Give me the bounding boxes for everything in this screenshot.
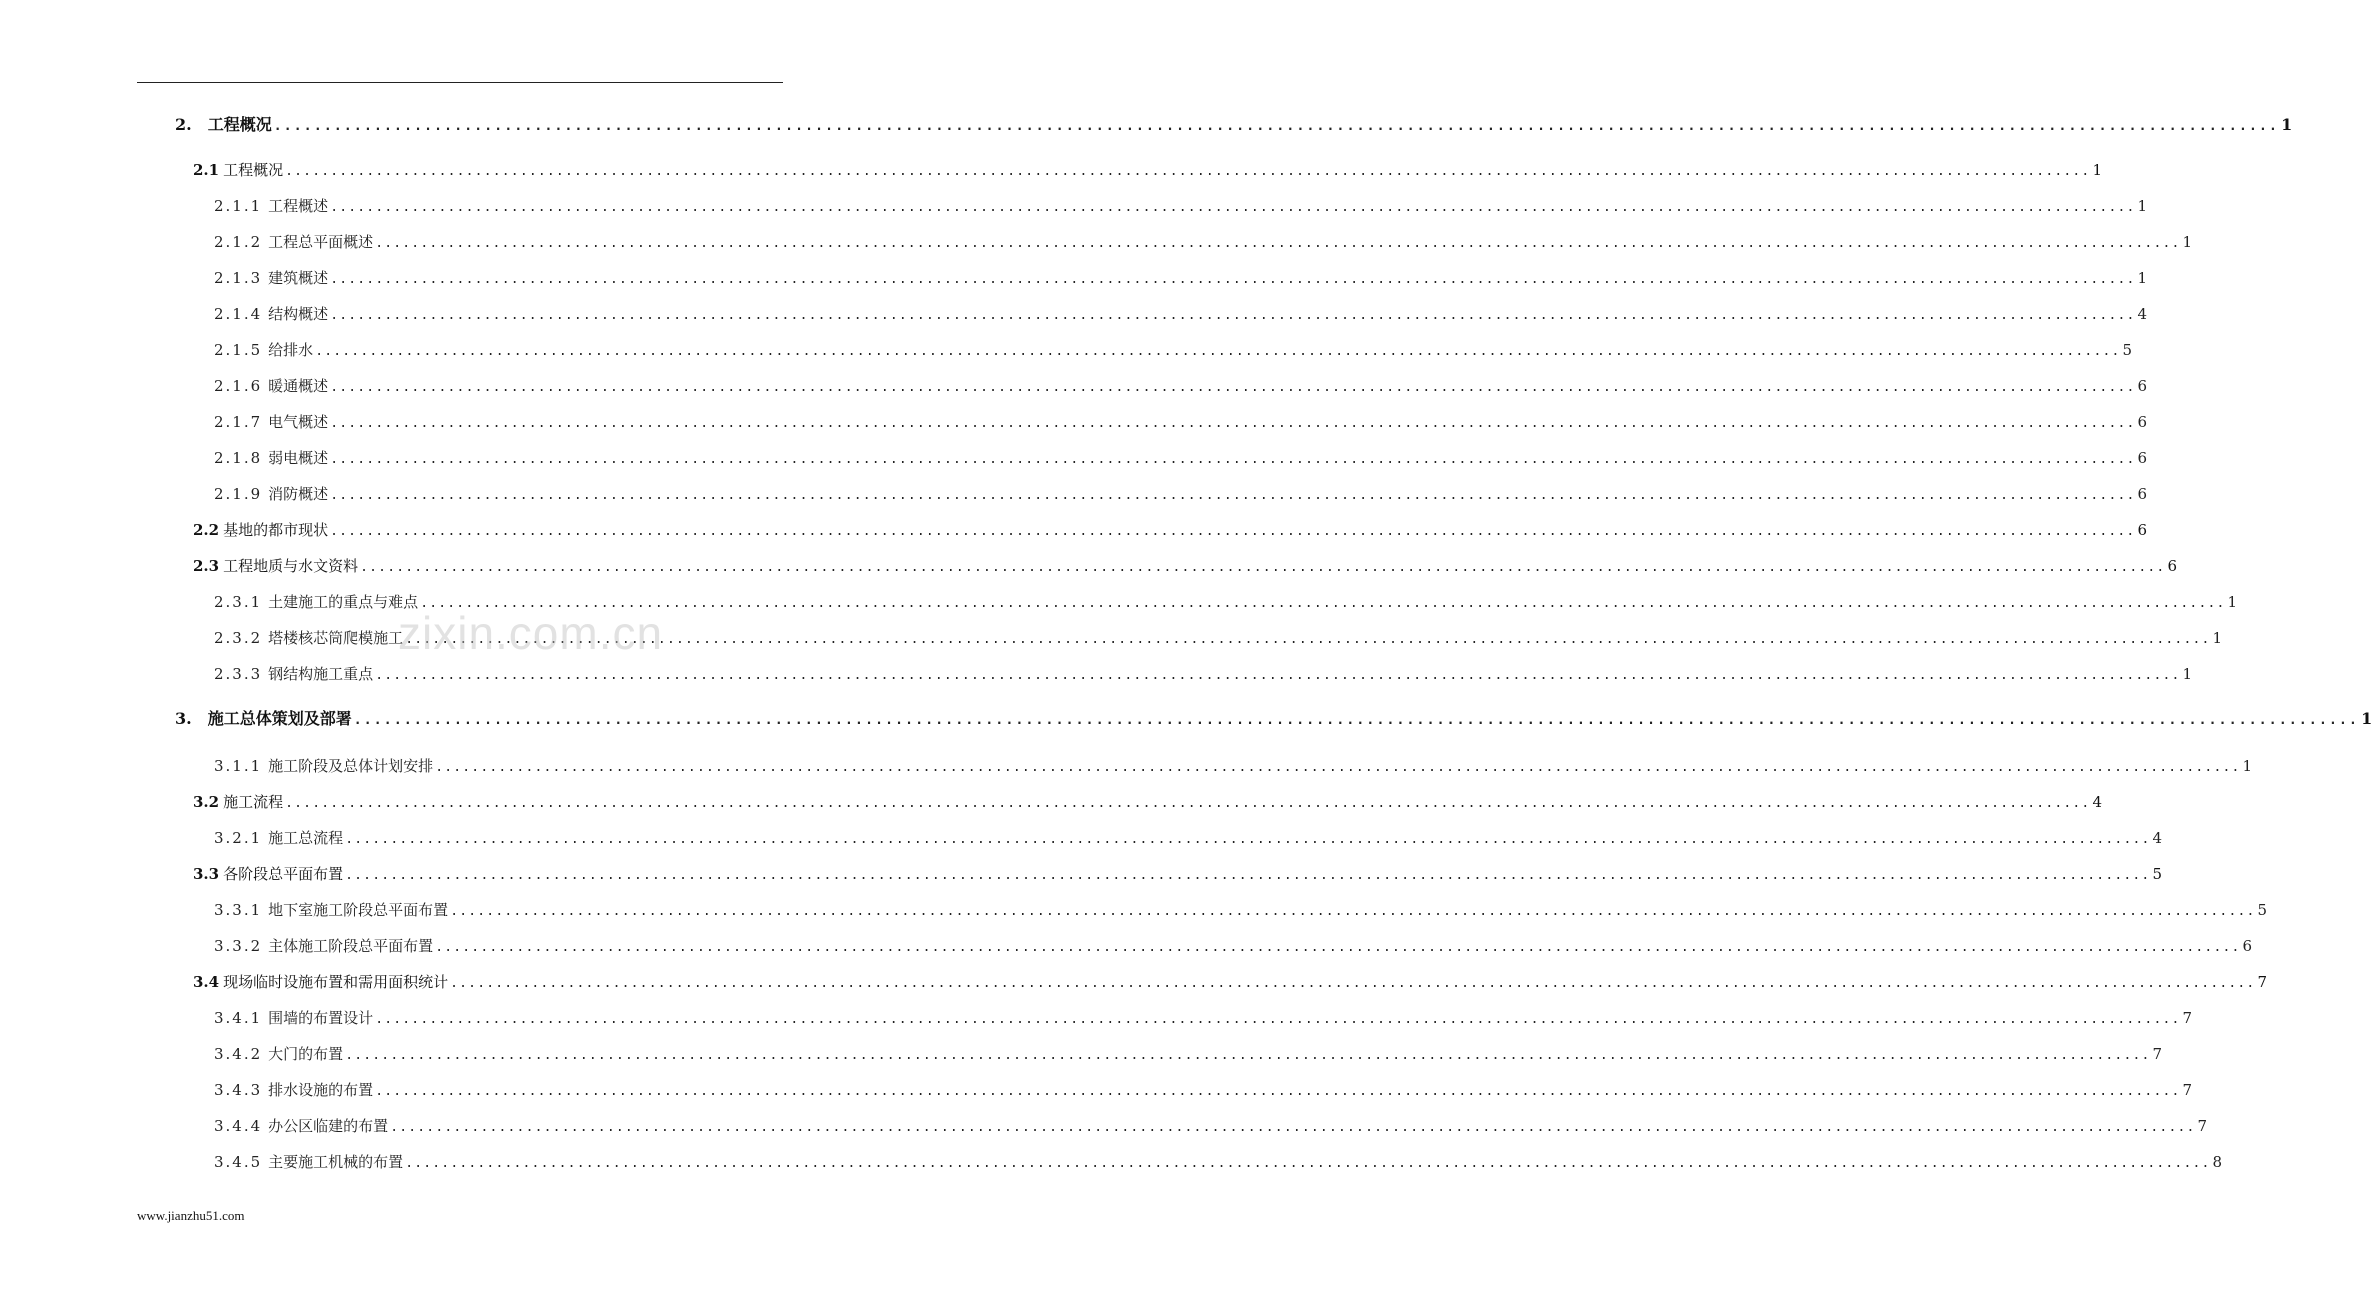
toc-entry-page: 5 (2152, 865, 2163, 883)
toc-entry-title: 基地的都市现状 (223, 521, 329, 539)
toc-dot-leader: ........................................................................................................................................................................................................ (450, 904, 2256, 919)
toc-dot-leader: ........................................................................................................................................................................................................ (450, 976, 2256, 991)
toc-entry[interactable] (214, 412, 2148, 432)
toc-entry-number: 3.4.3 (214, 1081, 263, 1099)
toc-entry-number: 3.4.2 (214, 1045, 263, 1063)
toc-dot-leader: ........................................................................................................................................................................................................ (405, 632, 2211, 647)
toc-entry[interactable] (214, 1080, 2193, 1100)
toc-entry-title: 现场临时设施布置和需用面积统计 (223, 973, 449, 991)
toc-entry[interactable] (214, 1152, 2223, 1172)
toc-entry-number: 2.1.2 (214, 233, 263, 251)
toc-entry[interactable] (214, 1116, 2208, 1136)
toc-dot-leader: ........................................................................................................................................................................................................ (345, 1048, 2151, 1063)
toc-entry[interactable] (214, 232, 2193, 252)
toc-entry-page: 4 (2152, 829, 2163, 847)
toc-entry-page: 1 (2182, 665, 2193, 683)
toc-entry[interactable] (214, 628, 2223, 648)
toc-entry[interactable] (214, 936, 2253, 956)
toc-entry-number: 2.1.3 (214, 269, 263, 287)
toc-entry-number: 2.1 (193, 161, 220, 179)
toc-entry-number: 3.3 (193, 865, 220, 883)
toc-entry-number: 3.2.1 (214, 829, 263, 847)
toc-entry-page: 8 (2212, 1153, 2223, 1171)
toc-entry-title: 建筑概述 (268, 269, 329, 287)
toc-entry-number: 2.1.9 (214, 485, 263, 503)
toc-entry-number: 2.3.1 (214, 593, 263, 611)
toc-entry-page: 1 (2092, 161, 2103, 179)
toc-dot-leader: ........................................................................................................................................................................................................ (345, 868, 2151, 883)
toc-entry-title: 主体施工阶段总平面布置 (268, 937, 434, 955)
toc-entry-page: 1 (2137, 197, 2148, 215)
toc-entry-number: 2.1.4 (214, 305, 263, 323)
toc-entry-page: 7 (2182, 1009, 2193, 1027)
toc-entry[interactable] (214, 484, 2148, 504)
toc-entry-title: 土建施工的重点与难点 (268, 593, 419, 611)
toc-dot-leader: ........................................................................................................................................................................................................ (330, 272, 2136, 287)
toc-entry[interactable] (214, 376, 2148, 396)
toc-entry-number: 2.2 (193, 521, 220, 539)
toc-dot-leader: ........................................................................................................................................................................................................ (315, 344, 2121, 359)
toc-dot-leader: ........................................................................................................................................................................................................ (285, 164, 2091, 179)
toc-dot-leader: ........................................................................................................................................................................................................ (420, 596, 2226, 611)
toc-entry-number: 2.1.8 (214, 449, 263, 467)
toc-entry-title: 暖通概述 (268, 377, 329, 395)
toc-entry-title: 工程概述 (268, 197, 329, 215)
toc-entry[interactable] (214, 448, 2148, 468)
toc-dot-leader: ........................................................................................................................................................................................................ (330, 524, 2136, 539)
toc-entry-number: 3.4.5 (214, 1153, 263, 1171)
toc-dot-leader: ........................................................................................................................................................................................................ (353, 713, 2360, 728)
toc-entry[interactable] (193, 520, 2148, 540)
toc-entry[interactable] (193, 864, 2163, 884)
toc-dot-leader: ........................................................................................................................................................................................................ (390, 1120, 2196, 1135)
toc-entry-title: 给排水 (268, 341, 314, 359)
toc-entry[interactable] (214, 664, 2193, 684)
toc-dot-leader: ........................................................................................................................................................................................................ (330, 416, 2136, 431)
toc-entry-page: 7 (2152, 1045, 2163, 1063)
toc-entry-number: 2.1.6 (214, 377, 263, 395)
toc-entry-number: 3.3.1 (214, 901, 263, 919)
toc-entry-title: 施工阶段及总体计划安排 (268, 757, 434, 775)
toc-entry-title: 工程概况 (207, 115, 272, 134)
toc-entry-page: 6 (2242, 937, 2253, 955)
toc-entry[interactable] (193, 160, 2103, 180)
toc-entry-number: 2. (175, 115, 192, 134)
toc-dot-leader: ........................................................................................................................................................................................................ (375, 668, 2181, 683)
toc-entry-page: 7 (2197, 1117, 2208, 1135)
toc-entry-number: 3.4.4 (214, 1117, 263, 1135)
toc-entry-number: 3. (175, 709, 192, 728)
toc-entry-title: 结构概述 (268, 305, 329, 323)
toc-entry-title: 围墙的布置设计 (268, 1009, 374, 1027)
toc-entry-title: 办公区临建的布置 (268, 1117, 389, 1135)
toc-entry-page: 6 (2137, 377, 2148, 395)
toc-entry-title: 工程总平面概述 (268, 233, 374, 251)
toc-entry-number: 2.3 (193, 557, 220, 575)
toc-entry-number: 2.1.1 (214, 197, 263, 215)
toc-dot-leader: ........................................................................................................................................................................................................ (285, 796, 2091, 811)
toc-entry-title: 施工总体策划及部署 (207, 709, 352, 728)
toc-entry-number: 2.3.3 (214, 665, 263, 683)
toc-dot-leader: ........................................................................................................................................................................................................ (330, 452, 2136, 467)
toc-dot-leader: ........................................................................................................................................................................................................ (273, 119, 2280, 134)
toc-entry-title: 各阶段总平面布置 (223, 865, 344, 883)
toc-entry-title: 工程概况 (223, 161, 284, 179)
toc-entry[interactable] (214, 592, 2238, 612)
toc-entry-title: 弱电概述 (268, 449, 329, 467)
toc-dot-leader: ........................................................................................................................................................................................................ (330, 308, 2136, 323)
toc-dot-leader: ........................................................................................................................................................................................................ (345, 832, 2151, 847)
toc-entry[interactable] (214, 900, 2268, 920)
toc-entry-title: 主要施工机械的布置 (268, 1153, 404, 1171)
toc-entry-page: 4 (2137, 305, 2148, 323)
toc-dot-leader: ........................................................................................................................................................................................................ (360, 560, 2166, 575)
toc-entry-title: 施工流程 (223, 793, 284, 811)
toc-entry-page: 1 (2361, 709, 2372, 728)
toc-entry-page: 5 (2122, 341, 2133, 359)
toc-dot-leader: ........................................................................................................................................................................................................ (375, 1012, 2181, 1027)
toc-entry-page: 6 (2137, 521, 2148, 539)
toc-entry-title: 钢结构施工重点 (268, 665, 374, 683)
toc-entry-page: 1 (2182, 233, 2193, 251)
toc-entry-page: 1 (2227, 593, 2238, 611)
toc-dot-leader: ........................................................................................................................................................................................................ (330, 200, 2136, 215)
toc-entry-number: 3.1.1 (214, 757, 263, 775)
toc-entry-title: 塔楼核芯筒爬模施工 (268, 629, 404, 647)
toc-entry-page: 1 (2137, 269, 2148, 287)
toc-entry-page: 5 (2257, 901, 2268, 919)
toc-entry-title: 排水设施的布置 (268, 1081, 374, 1099)
toc-entry[interactable] (214, 1008, 2193, 1028)
toc-entry[interactable] (175, 709, 2372, 729)
toc-entry-page: 6 (2137, 449, 2148, 467)
toc-entry[interactable] (214, 196, 2148, 216)
toc-entry-title: 地下室施工阶段总平面布置 (268, 901, 449, 919)
toc-entry[interactable] (193, 972, 2268, 992)
toc-entry[interactable] (214, 828, 2163, 848)
toc-entry-title: 大门的布置 (268, 1045, 344, 1063)
toc-dot-leader: ........................................................................................................................................................................................................ (435, 940, 2241, 955)
toc-entry-number: 2.1.7 (214, 413, 263, 431)
toc-entry[interactable] (214, 756, 2253, 776)
toc-dot-leader: ........................................................................................................................................................................................................ (330, 380, 2136, 395)
toc-entry-number: 3.4.1 (214, 1009, 263, 1027)
toc-entry-title: 消防概述 (268, 485, 329, 503)
footer-url: www.jianzhu51.com (137, 1208, 245, 1223)
toc-entry-title: 工程地质与水文资料 (223, 557, 359, 575)
toc-entry[interactable] (214, 340, 2133, 360)
toc-entry-number: 2.3.2 (214, 629, 263, 647)
toc-entry-title: 电气概述 (268, 413, 329, 431)
toc-entry-number: 3.3.2 (214, 937, 263, 955)
toc-entry[interactable] (214, 268, 2148, 288)
toc-entry-number: 3.2 (193, 793, 220, 811)
toc-entry-number: 3.4 (193, 973, 220, 991)
toc-entry-page: 1 (2281, 115, 2293, 134)
toc-entry-title: 施工总流程 (268, 829, 344, 847)
toc-entry-page: 1 (2212, 629, 2223, 647)
toc-entry-page: 7 (2257, 973, 2268, 991)
toc-entry-number: 2.1.5 (214, 341, 263, 359)
toc-entry-page: 6 (2137, 485, 2148, 503)
toc-entry[interactable] (175, 115, 2293, 135)
toc-entry-page: 6 (2167, 557, 2178, 575)
toc-entry-page: 7 (2182, 1081, 2193, 1099)
watermark: zixin.com.cn (398, 607, 664, 659)
toc-dot-leader: ........................................................................................................................................................................................................ (375, 1084, 2181, 1099)
toc-entry[interactable] (214, 1044, 2163, 1064)
toc-dot-leader: ........................................................................................................................................................................................................ (375, 236, 2181, 251)
toc-entry-page: 6 (2137, 413, 2148, 431)
toc-entry[interactable] (214, 304, 2148, 324)
toc-entry[interactable] (193, 792, 2103, 812)
toc-entry-page: 4 (2092, 793, 2103, 811)
toc-dot-leader: ........................................................................................................................................................................................................ (330, 488, 2136, 503)
toc-dot-leader: ........................................................................................................................................................................................................ (435, 760, 2241, 775)
toc-entry[interactable] (193, 556, 2178, 576)
toc-dot-leader: ........................................................................................................................................................................................................ (405, 1156, 2211, 1171)
toc-entry-page: 1 (2242, 757, 2253, 775)
